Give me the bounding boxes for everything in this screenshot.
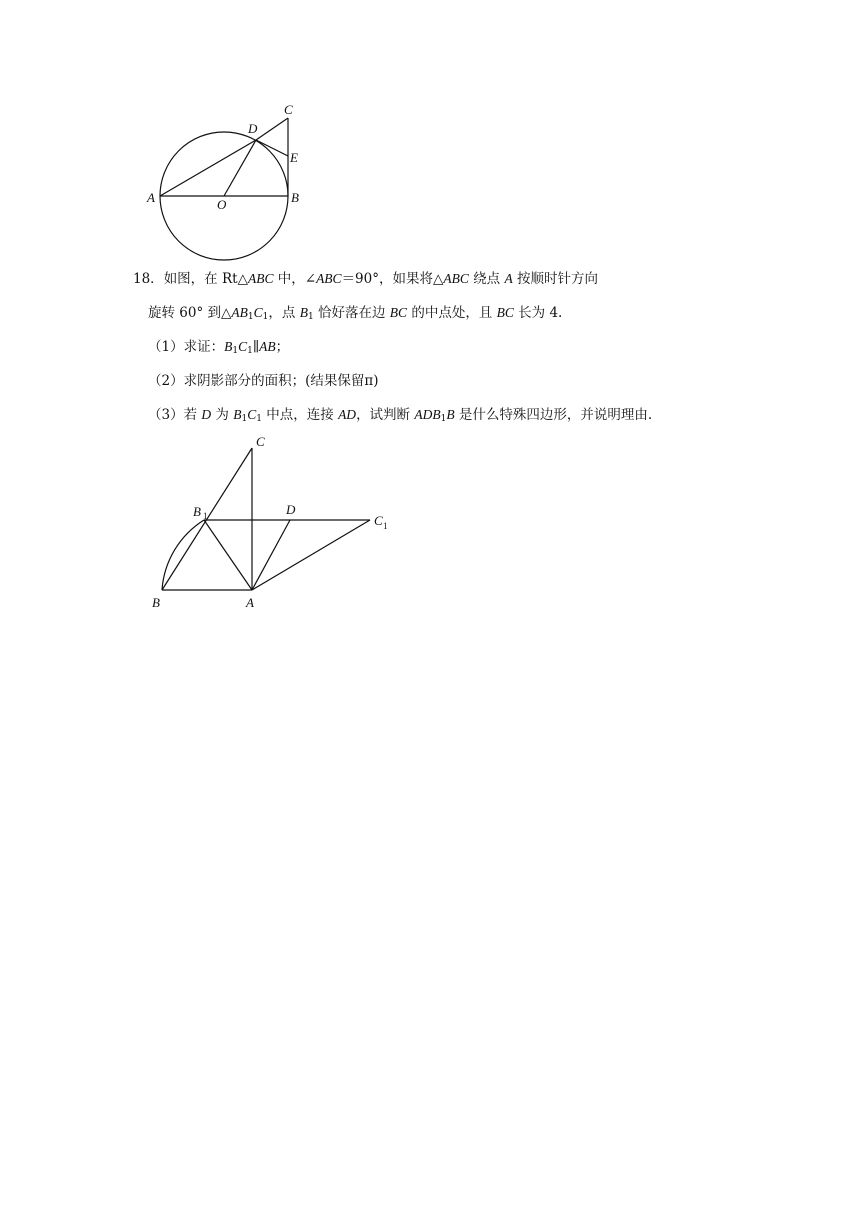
math: C bbox=[253, 305, 263, 320]
text: 中，∠ bbox=[273, 271, 317, 287]
subscript: 1 bbox=[256, 414, 262, 424]
label-b1-subscript: 1 bbox=[203, 511, 208, 521]
math: A bbox=[504, 271, 513, 286]
label-c: C bbox=[284, 102, 293, 117]
parallel-symbol: ∥ bbox=[252, 339, 260, 355]
text: ，点 bbox=[268, 305, 300, 321]
math: D bbox=[201, 407, 212, 422]
text: ； bbox=[275, 339, 290, 355]
math: B bbox=[224, 339, 233, 354]
label-d: D bbox=[286, 502, 296, 517]
math: C bbox=[247, 407, 257, 422]
label-b1: B bbox=[193, 504, 201, 519]
math: B bbox=[446, 407, 455, 422]
text: ，试判断 bbox=[356, 407, 415, 423]
label-o: O bbox=[217, 197, 227, 212]
math: C bbox=[238, 339, 248, 354]
subscript: 1 bbox=[247, 346, 253, 356]
subscript: 1 bbox=[440, 414, 447, 424]
text: 如图，在 Rt△ bbox=[163, 271, 248, 287]
math: BC bbox=[389, 305, 408, 320]
segment-b1a bbox=[204, 520, 252, 590]
math: ABC bbox=[443, 271, 469, 286]
label-d: D bbox=[248, 121, 258, 136]
text: 长为 4. bbox=[513, 305, 563, 321]
figure-circle-tangent bbox=[140, 98, 320, 263]
subscript: 1 bbox=[262, 312, 269, 322]
text: ＝90°，如果将△ bbox=[341, 271, 444, 287]
question-2 bbox=[148, 372, 379, 390]
text: 的中点处，且 bbox=[407, 305, 497, 321]
segment-od bbox=[224, 140, 256, 196]
subscript: 1 bbox=[241, 414, 248, 424]
problem-18-statement bbox=[133, 270, 598, 288]
segment-ad bbox=[160, 140, 256, 196]
text: 按顺时针方向 bbox=[512, 271, 599, 287]
text: 为 bbox=[211, 407, 234, 423]
subscript: 1 bbox=[247, 312, 254, 322]
problem-18-statement-line2 bbox=[148, 304, 562, 322]
text: （2）求阴影部分的面积；(结果保留π) bbox=[148, 373, 379, 389]
label-b: B bbox=[152, 595, 160, 610]
question-1 bbox=[148, 338, 289, 356]
math: AB bbox=[259, 339, 276, 354]
text: （3）若 bbox=[148, 407, 202, 423]
math: AD bbox=[338, 407, 357, 422]
math: ABC bbox=[316, 271, 342, 286]
math: B bbox=[299, 305, 308, 320]
text: 中点，连接 bbox=[261, 407, 339, 423]
text: 旋转 60° 到△ bbox=[148, 305, 232, 321]
subscript: 1 bbox=[307, 312, 314, 322]
segment-cd bbox=[256, 118, 288, 140]
math: AB bbox=[231, 305, 248, 320]
text: 绕点 bbox=[468, 271, 505, 287]
label-c: C bbox=[256, 434, 265, 449]
label-c1: C bbox=[374, 513, 383, 528]
subscript: 1 bbox=[232, 346, 239, 356]
math: B bbox=[233, 407, 242, 422]
label-c1-subscript: 1 bbox=[383, 521, 388, 531]
math: ADB bbox=[414, 407, 441, 422]
label-e: E bbox=[290, 150, 298, 165]
segment-ac1 bbox=[252, 520, 370, 590]
label-a: A bbox=[147, 190, 155, 205]
math: BC bbox=[496, 305, 514, 320]
label-b: B bbox=[291, 190, 299, 205]
label-a: A bbox=[246, 595, 254, 610]
problem-number: 18． bbox=[133, 271, 164, 287]
segment-ad bbox=[252, 520, 290, 590]
figure-rotated-triangle bbox=[140, 430, 400, 615]
question-3 bbox=[148, 406, 652, 424]
text: 是什么特殊四边形，并说明理由. bbox=[454, 407, 653, 423]
text: 恰好落在边 bbox=[313, 305, 390, 321]
math: ABC bbox=[247, 271, 274, 286]
text: （1）求证： bbox=[148, 339, 225, 355]
